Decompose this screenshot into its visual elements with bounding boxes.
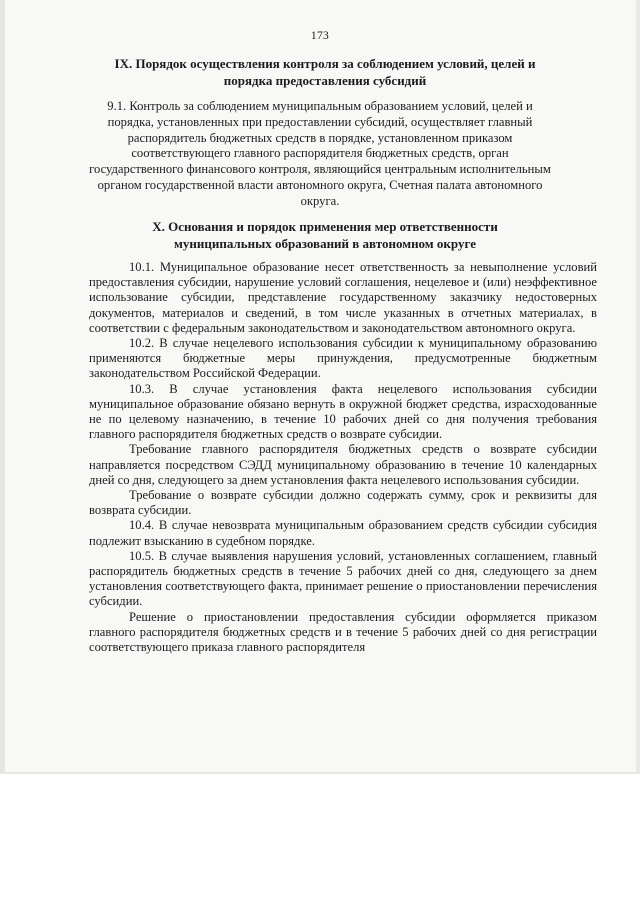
paragraph-10-4: 10.4. В случае невозврата муниципальным образованием средств субсидии субсидия подлежит взысканию в судебном порядке. (89, 518, 597, 548)
paragraph-10-2: 10.2. В случае нецелевого использования субсидии к муниципальному образованию применяются бюджетные меры принуждения, предусмотренные бюджетным законодательством Российской Федерации. (89, 336, 597, 381)
paragraph-9-1: 9.1. Контроль за соблюдением муниципальным образованием условий, целей и порядка, установленных при предоставлении субсидий, осуществляет главный распорядитель бюджетных средств в порядке, установленном приказом соответствующего главного распорядителя бюджетных средств, орган государственного финансового контроля, являющийся центральным исполнительным органом государственной власти автономного округа, Счетная палата автономного округа. (89, 99, 551, 208)
paragraph-10-3: 10.3. В случае установления факта нецелевого использования субсидии муниципальное образование обязано вернуть в окружной бюджет средства, израсходованные не по целевому назначению, в течение 10 рабочих дней со дня получения требования главного распорядителя бюджетных средств о возврате субсидии. (89, 381, 597, 442)
scan-left-shadow (0, 0, 5, 772)
scan-right-shadow (636, 0, 640, 772)
paragraph-10-3-contents: Требование о возврате субсидии должно содержать сумму, срок и реквизиты для возврата субсидии. (89, 488, 597, 518)
section-9-heading: IX. Порядок осуществления контроля за соблюдением условий, целей и порядка предоставления субсидий (114, 56, 536, 88)
page-number: 173 (310, 30, 330, 42)
section-10-heading: X. Основания и порядок применения мер ответственности муниципальных образований в автономном округе (152, 219, 498, 251)
paragraph-10-3-requirement: Требование главного распорядителя бюджетных средств о возврате субсидии направляется посредством СЭДД муниципальному образованию в течение 10 календарных дней со дня, следующего за днем установления факта нецелевого использования субсидии. (89, 442, 597, 487)
paragraph-10-1: 10.1. Муниципальное образование несет ответственность за невыполнение условий предоставления субсидии, нарушение условий соглашения, нецелевое и (или) неэффективное использование субсидии, представление государственному заказчику недостоверных документов, материалов и сведений, в том числе указанных в отчетных материалах, в соответствии с федеральным законодательством и законодательством автономного округа. (89, 260, 597, 335)
paragraph-10-5-decision: Решение о приостановлении предоставления субсидии оформляется приказом главного распорядителя бюджетных средств и в течение 5 рабочих дней со дня регистрации соответствующего приказа главного распорядителя (89, 609, 597, 655)
scan-bottom-edge (0, 772, 640, 774)
paragraph-10-5: 10.5. В случае выявления нарушения условий, установленных соглашением, главный распорядитель бюджетных средств в течение 5 рабочих дней со дня, следующего за днем установления соответствующего факта, принимает решение о приостановлении перечисления субсидии. (89, 548, 597, 609)
section-10-body (89, 260, 597, 655)
